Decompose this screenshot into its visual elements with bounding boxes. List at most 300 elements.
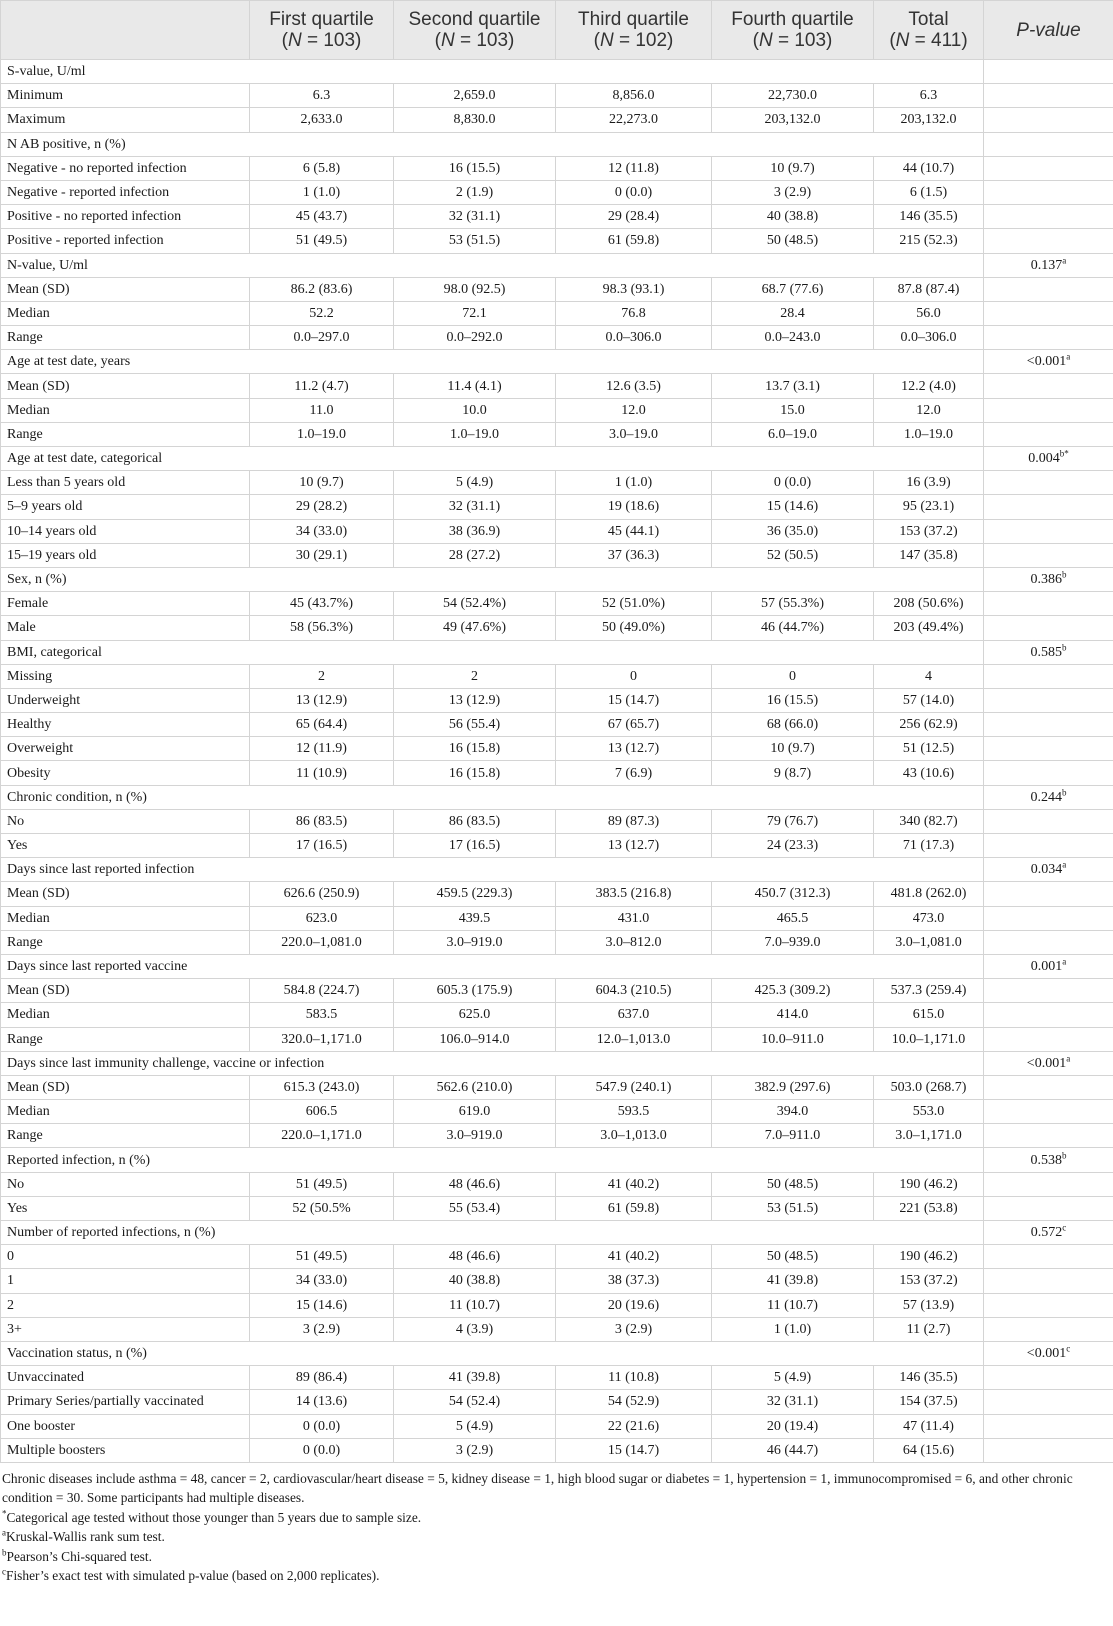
- value-cell: 0 (0.0): [250, 1438, 394, 1462]
- value-cell: 7.0–939.0: [712, 930, 874, 954]
- value-cell: 439.5: [394, 906, 556, 930]
- value-cell: 0.0–243.0: [712, 326, 874, 350]
- value-cell: 11 (10.7): [712, 1293, 874, 1317]
- row-label: Mean (SD): [1, 882, 250, 906]
- table-row: [1, 519, 1113, 543]
- table-row: [1, 930, 1113, 954]
- p-value-cell: [984, 1341, 1113, 1365]
- value-cell: 51 (49.5): [250, 1172, 394, 1196]
- table-row: [1, 1293, 1113, 1317]
- table-row: [1, 205, 1113, 229]
- value-cell: 28 (27.2): [394, 543, 556, 567]
- footnote-text: Categorical age tested without those younger than 5 years due to sample size.: [6, 1509, 422, 1525]
- value-cell: 0.0–306.0: [556, 326, 712, 350]
- value-cell: 40 (38.8): [712, 205, 874, 229]
- p-value-cell: [984, 979, 1113, 1003]
- value-cell: 98.3 (93.1): [556, 277, 712, 301]
- value-cell: 16 (15.8): [394, 761, 556, 785]
- p-value-cell: [984, 398, 1113, 422]
- value-cell: 547.9 (240.1): [556, 1075, 712, 1099]
- value-cell: 3.0–1,171.0: [874, 1124, 984, 1148]
- footnote-text: Fisher’s exact test with simulated p-value (based on 2,000 replicates).: [6, 1568, 380, 1584]
- value-cell: 604.3 (210.5): [556, 979, 712, 1003]
- value-cell: 45 (43.7%): [250, 592, 394, 616]
- value-cell: 48 (46.6): [394, 1172, 556, 1196]
- p-value-cell: [984, 205, 1113, 229]
- table-row: [1, 1366, 1113, 1390]
- section-row: [1, 253, 1113, 277]
- p-value-cell: [984, 713, 1113, 737]
- p-value-cell: [984, 1269, 1113, 1293]
- value-cell: 95 (23.1): [874, 495, 984, 519]
- section-label: Age at test date, years: [1, 350, 984, 374]
- p-value-cell: [984, 519, 1113, 543]
- section-label: Sex, n (%): [1, 567, 984, 591]
- p-value: 0.585: [1030, 644, 1062, 660]
- value-cell: 15 (14.6): [250, 1293, 394, 1317]
- value-cell: 44 (10.7): [874, 156, 984, 180]
- value-cell: 89 (87.3): [556, 809, 712, 833]
- p-value-cell: [984, 592, 1113, 616]
- value-cell: 340 (82.7): [874, 809, 984, 833]
- row-label: Female: [1, 592, 250, 616]
- row-label: Obesity: [1, 761, 250, 785]
- p-value: 0.001: [1030, 959, 1063, 975]
- p-value-footnote-mark: b: [1062, 641, 1067, 652]
- row-label: Median: [1, 1100, 250, 1124]
- value-cell: 1.0–19.0: [394, 422, 556, 446]
- p-value-footnote-mark: b*: [1059, 448, 1069, 459]
- table-row: [1, 1438, 1113, 1462]
- value-cell: 615.0: [874, 1003, 984, 1027]
- row-label: Yes: [1, 834, 250, 858]
- value-cell: 50 (48.5): [712, 229, 874, 253]
- p-value-cell: [984, 664, 1113, 688]
- value-cell: 16 (15.8): [394, 737, 556, 761]
- p-value-cell: [984, 301, 1113, 325]
- footnote: [2, 1527, 1113, 1547]
- p-value-cell: [984, 567, 1113, 591]
- column-header-5: Total (N = 411): [874, 1, 984, 60]
- row-label: Mean (SD): [1, 374, 250, 398]
- value-cell: 537.3 (259.4): [874, 979, 984, 1003]
- value-cell: 41 (39.8): [394, 1366, 556, 1390]
- p-value: 0.034: [1030, 862, 1063, 878]
- table-row: [1, 1196, 1113, 1220]
- row-label: Maximum: [1, 108, 250, 132]
- value-cell: 13 (12.9): [250, 688, 394, 712]
- row-label: No: [1, 809, 250, 833]
- section-row: [1, 1341, 1113, 1365]
- footnote: [2, 1566, 1113, 1586]
- row-label: 2: [1, 1293, 250, 1317]
- value-cell: 3.0–919.0: [394, 1124, 556, 1148]
- footnote: [2, 1547, 1113, 1567]
- value-cell: 12.0–1,013.0: [556, 1027, 712, 1051]
- value-cell: 619.0: [394, 1100, 556, 1124]
- value-cell: 4 (3.9): [394, 1317, 556, 1341]
- value-cell: 37 (36.3): [556, 543, 712, 567]
- table-row: [1, 834, 1113, 858]
- section-label: Age at test date, categorical: [1, 447, 984, 471]
- value-cell: 41 (39.8): [712, 1269, 874, 1293]
- section-row: [1, 567, 1113, 591]
- value-cell: 623.0: [250, 906, 394, 930]
- p-value-cell: [984, 1221, 1113, 1245]
- p-value: <0.001: [1026, 354, 1067, 370]
- value-cell: 3 (2.9): [712, 180, 874, 204]
- value-cell: 153 (37.2): [874, 519, 984, 543]
- value-cell: 38 (36.9): [394, 519, 556, 543]
- p-value-cell: [984, 1100, 1113, 1124]
- value-cell: 10.0–1,171.0: [874, 1027, 984, 1051]
- value-cell: 54 (52.4): [394, 1390, 556, 1414]
- value-cell: 40 (38.8): [394, 1269, 556, 1293]
- column-header-6: [984, 1, 1113, 60]
- value-cell: 6 (1.5): [874, 180, 984, 204]
- value-cell: 50 (49.0%): [556, 616, 712, 640]
- value-cell: 15 (14.7): [556, 688, 712, 712]
- value-cell: 431.0: [556, 906, 712, 930]
- table-row: [1, 1003, 1113, 1027]
- section-row: [1, 954, 1113, 978]
- value-cell: 56.0: [874, 301, 984, 325]
- p-value-cell: [984, 180, 1113, 204]
- value-cell: 10 (9.7): [712, 737, 874, 761]
- section-label: Reported infection, n (%): [1, 1148, 984, 1172]
- value-cell: 8,856.0: [556, 84, 712, 108]
- value-cell: 562.6 (210.0): [394, 1075, 556, 1099]
- footnote: [2, 1508, 1113, 1528]
- value-cell: 6.0–19.0: [712, 422, 874, 446]
- p-value-footnote-mark: a: [1062, 254, 1067, 265]
- value-cell: 57 (13.9): [874, 1293, 984, 1317]
- value-cell: 36 (35.0): [712, 519, 874, 543]
- value-cell: 12 (11.8): [556, 156, 712, 180]
- row-label: 1: [1, 1269, 250, 1293]
- value-cell: 12.6 (3.5): [556, 374, 712, 398]
- section-label: BMI, categorical: [1, 640, 984, 664]
- row-label: Range: [1, 1027, 250, 1051]
- footnote-mark: *: [2, 1508, 7, 1519]
- p-value-cell: [984, 374, 1113, 398]
- value-cell: 154 (37.5): [874, 1390, 984, 1414]
- value-cell: 584.8 (224.7): [250, 979, 394, 1003]
- table-row: [1, 229, 1113, 253]
- table-row: [1, 1269, 1113, 1293]
- table-row: [1, 1100, 1113, 1124]
- p-value-cell: [984, 906, 1113, 930]
- footnote-text: Kruskal-Wallis rank sum test.: [6, 1529, 165, 1545]
- value-cell: 8,830.0: [394, 108, 556, 132]
- value-cell: 41 (40.2): [556, 1245, 712, 1269]
- value-cell: 32 (31.1): [712, 1390, 874, 1414]
- value-cell: 34 (33.0): [250, 519, 394, 543]
- value-cell: 220.0–1,171.0: [250, 1124, 394, 1148]
- value-cell: 190 (46.2): [874, 1245, 984, 1269]
- p-value-cell: [984, 447, 1113, 471]
- value-cell: 16 (3.9): [874, 471, 984, 495]
- value-cell: 54 (52.9): [556, 1390, 712, 1414]
- value-cell: 86 (83.5): [394, 809, 556, 833]
- row-label: One booster: [1, 1414, 250, 1438]
- p-value-footnote-mark: b: [1062, 1149, 1067, 1160]
- table-row: [1, 713, 1113, 737]
- table-row: [1, 592, 1113, 616]
- value-cell: 1.0–19.0: [874, 422, 984, 446]
- section-label: N-value, U/ml: [1, 253, 984, 277]
- n-label: N: [758, 30, 773, 51]
- value-cell: 6 (5.8): [250, 156, 394, 180]
- value-cell: 0.0–306.0: [874, 326, 984, 350]
- value-cell: 19 (18.6): [556, 495, 712, 519]
- value-cell: 208 (50.6%): [874, 592, 984, 616]
- row-label: Primary Series/partially vaccinated: [1, 1390, 250, 1414]
- p-value-cell: [984, 1075, 1113, 1099]
- value-cell: 52 (50.5): [712, 543, 874, 567]
- footnote-mark: b: [2, 1547, 7, 1558]
- section-label: Chronic condition, n (%): [1, 785, 984, 809]
- table-row: [1, 761, 1113, 785]
- row-label: Median: [1, 906, 250, 930]
- p-value-cell: [984, 688, 1113, 712]
- row-label: Range: [1, 422, 250, 446]
- column-title: Third quartile: [578, 9, 689, 30]
- n-label: N: [287, 30, 302, 51]
- section-row: [1, 447, 1113, 471]
- value-cell: 1.0–19.0: [250, 422, 394, 446]
- p-value: 0.538: [1030, 1152, 1062, 1168]
- value-cell: 87.8 (87.4): [874, 277, 984, 301]
- p-value-cell: [984, 930, 1113, 954]
- table-row: [1, 84, 1113, 108]
- value-cell: 1 (1.0): [556, 471, 712, 495]
- p-value-cell: [984, 640, 1113, 664]
- table-row: [1, 301, 1113, 325]
- table-row: [1, 108, 1113, 132]
- table-row: [1, 616, 1113, 640]
- value-cell: 190 (46.2): [874, 1172, 984, 1196]
- p-value-cell: [984, 858, 1113, 882]
- row-label: Unvaccinated: [1, 1366, 250, 1390]
- value-cell: 10 (9.7): [712, 156, 874, 180]
- value-cell: 11.0: [250, 398, 394, 422]
- value-cell: 32 (31.1): [394, 205, 556, 229]
- value-cell: 4: [874, 664, 984, 688]
- row-label: No: [1, 1172, 250, 1196]
- value-cell: 3.0–1,013.0: [556, 1124, 712, 1148]
- value-cell: 12 (11.9): [250, 737, 394, 761]
- table-row: [1, 737, 1113, 761]
- row-label: Less than 5 years old: [1, 471, 250, 495]
- value-cell: 3 (2.9): [250, 1317, 394, 1341]
- value-cell: 30 (29.1): [250, 543, 394, 567]
- value-cell: 38 (37.3): [556, 1269, 712, 1293]
- column-n: 103: [323, 30, 356, 51]
- value-cell: 32 (31.1): [394, 495, 556, 519]
- row-label: 3+: [1, 1317, 250, 1341]
- column-header-4: Fourth quartile (N = 103): [712, 1, 874, 60]
- p-value-footnote-mark: a: [1062, 859, 1067, 870]
- value-cell: 13 (12.7): [556, 737, 712, 761]
- row-label: 10–14 years old: [1, 519, 250, 543]
- value-cell: 0: [712, 664, 874, 688]
- row-label: Negative - reported infection: [1, 180, 250, 204]
- value-cell: 61 (59.8): [556, 1196, 712, 1220]
- value-cell: 29 (28.2): [250, 495, 394, 519]
- value-cell: 79 (76.7): [712, 809, 874, 833]
- row-label: Negative - no reported infection: [1, 156, 250, 180]
- p-value-cell: [984, 543, 1113, 567]
- p-value-footnote-mark: a: [1062, 956, 1067, 967]
- value-cell: 11 (10.8): [556, 1366, 712, 1390]
- value-cell: 153 (37.2): [874, 1269, 984, 1293]
- value-cell: 481.8 (262.0): [874, 882, 984, 906]
- value-cell: 459.5 (229.3): [394, 882, 556, 906]
- p-value-cell: [984, 422, 1113, 446]
- table-row: [1, 398, 1113, 422]
- p-value-cell: [984, 60, 1113, 84]
- value-cell: 89 (86.4): [250, 1366, 394, 1390]
- section-label: N AB positive, n (%): [1, 132, 984, 156]
- value-cell: 626.6 (250.9): [250, 882, 394, 906]
- p-value-footnote-mark: b: [1062, 787, 1067, 798]
- row-label: Mean (SD): [1, 277, 250, 301]
- value-cell: 72.1: [394, 301, 556, 325]
- value-cell: 51 (49.5): [250, 229, 394, 253]
- value-cell: 0 (0.0): [712, 471, 874, 495]
- value-cell: 43 (10.6): [874, 761, 984, 785]
- table-row: [1, 979, 1113, 1003]
- value-cell: 2,633.0: [250, 108, 394, 132]
- row-label: Healthy: [1, 713, 250, 737]
- p-value-cell: [984, 1051, 1113, 1075]
- table-row: [1, 882, 1113, 906]
- value-cell: 22 (21.6): [556, 1414, 712, 1438]
- p-value: 0.004: [1028, 451, 1060, 467]
- pvalue-header-label: P-value: [1016, 19, 1081, 41]
- value-cell: 55 (53.4): [394, 1196, 556, 1220]
- p-value-cell: [984, 326, 1113, 350]
- p-value-cell: [984, 954, 1113, 978]
- value-cell: 583.5: [250, 1003, 394, 1027]
- section-row: [1, 858, 1113, 882]
- value-cell: 5 (4.9): [394, 471, 556, 495]
- table-row: [1, 1414, 1113, 1438]
- section-row: [1, 1148, 1113, 1172]
- p-value-cell: [984, 882, 1113, 906]
- table-row: [1, 1390, 1113, 1414]
- column-header-0: [1, 1, 250, 60]
- row-label: Positive - reported infection: [1, 229, 250, 253]
- value-cell: 17 (16.5): [394, 834, 556, 858]
- value-cell: 6.3: [874, 84, 984, 108]
- value-cell: 20 (19.6): [556, 1293, 712, 1317]
- column-title: Fourth quartile: [731, 9, 854, 30]
- value-cell: 3.0–919.0: [394, 930, 556, 954]
- value-cell: 45 (44.1): [556, 519, 712, 543]
- footnote-mark: a: [2, 1527, 6, 1538]
- value-cell: 12.0: [874, 398, 984, 422]
- value-cell: 3 (2.9): [394, 1438, 556, 1462]
- column-title: First quartile: [269, 9, 374, 30]
- value-cell: 86 (83.5): [250, 809, 394, 833]
- value-cell: 146 (35.5): [874, 1366, 984, 1390]
- column-n: 102: [635, 30, 668, 51]
- n-label: N: [599, 30, 614, 51]
- value-cell: 2 (1.9): [394, 180, 556, 204]
- value-cell: 2: [394, 664, 556, 688]
- p-value-footnote-mark: c: [1066, 1343, 1071, 1354]
- p-value-cell: [984, 616, 1113, 640]
- value-cell: 45 (43.7): [250, 205, 394, 229]
- value-cell: 16 (15.5): [394, 156, 556, 180]
- value-cell: 68.7 (77.6): [712, 277, 874, 301]
- value-cell: 51 (49.5): [250, 1245, 394, 1269]
- column-n: 103: [476, 30, 509, 51]
- value-cell: 54 (52.4%): [394, 592, 556, 616]
- row-label: Multiple boosters: [1, 1438, 250, 1462]
- table-row: [1, 180, 1113, 204]
- value-cell: 49 (47.6%): [394, 616, 556, 640]
- value-cell: 22,273.0: [556, 108, 712, 132]
- value-cell: 12.0: [556, 398, 712, 422]
- column-header-3: Third quartile (N = 102): [556, 1, 712, 60]
- p-value-cell: [984, 471, 1113, 495]
- value-cell: 24 (23.3): [712, 834, 874, 858]
- column-header-2: Second quartile (N = 103): [394, 1, 556, 60]
- section-row: [1, 132, 1113, 156]
- value-cell: 50 (48.5): [712, 1172, 874, 1196]
- value-cell: 0 (0.0): [250, 1414, 394, 1438]
- p-value-cell: [984, 84, 1113, 108]
- value-cell: 17 (16.5): [250, 834, 394, 858]
- value-cell: 20 (19.4): [712, 1414, 874, 1438]
- value-cell: 57 (55.3%): [712, 592, 874, 616]
- value-cell: 65 (64.4): [250, 713, 394, 737]
- p-value: 0.244: [1030, 789, 1062, 805]
- value-cell: 147 (35.8): [874, 543, 984, 567]
- table-row: [1, 664, 1113, 688]
- p-value-cell: [984, 1438, 1113, 1462]
- p-value-cell: [984, 1245, 1113, 1269]
- value-cell: 2,659.0: [394, 84, 556, 108]
- value-cell: 15.0: [712, 398, 874, 422]
- p-value-cell: [984, 761, 1113, 785]
- p-value-cell: [984, 1390, 1113, 1414]
- value-cell: 71 (17.3): [874, 834, 984, 858]
- n-label: N: [440, 30, 455, 51]
- p-value-footnote-mark: b: [1062, 569, 1067, 580]
- value-cell: 606.5: [250, 1100, 394, 1124]
- row-label: 5–9 years old: [1, 495, 250, 519]
- p-value-cell: [984, 1366, 1113, 1390]
- section-row: [1, 350, 1113, 374]
- value-cell: 11.2 (4.7): [250, 374, 394, 398]
- row-label: Median: [1, 1003, 250, 1027]
- value-cell: 48 (46.6): [394, 1245, 556, 1269]
- row-label: Median: [1, 398, 250, 422]
- value-cell: 52.2: [250, 301, 394, 325]
- value-cell: 465.5: [712, 906, 874, 930]
- value-cell: 450.7 (312.3): [712, 882, 874, 906]
- table-row: [1, 1172, 1113, 1196]
- value-cell: 106.0–914.0: [394, 1027, 556, 1051]
- value-cell: 146 (35.5): [874, 205, 984, 229]
- value-cell: 34 (33.0): [250, 1269, 394, 1293]
- value-cell: 320.0–1,171.0: [250, 1027, 394, 1051]
- value-cell: 0.0–297.0: [250, 326, 394, 350]
